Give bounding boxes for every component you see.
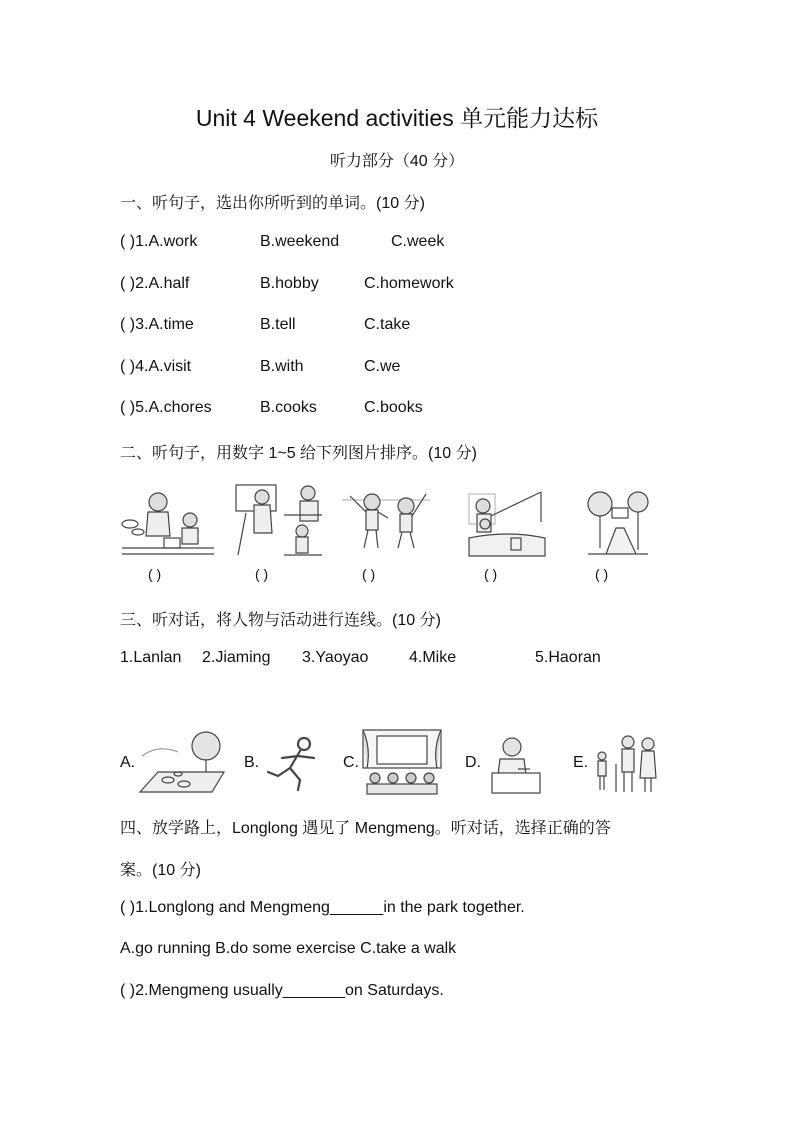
item-option-c: C.homework <box>364 275 454 292</box>
option-label-b: B. <box>244 754 260 771</box>
part4-heading: 四、放学路上，Longlong 遇见了 Mengmeng。听对话，选择正确的答 <box>120 820 611 837</box>
question-1: ( )1.Longlong and Mengmeng______in the park together. <box>120 899 525 916</box>
person-name[interactable]: 3.Yaoyao <box>302 649 369 666</box>
teacher-desk-picture[interactable] <box>488 735 544 795</box>
exercise-picture <box>342 488 430 550</box>
order-blank[interactable]: ( ) <box>362 566 376 582</box>
option-label-a: A. <box>120 754 136 771</box>
part2-heading: 二、听句子，用数字 1~5 给下列图片排序。(10 分) <box>120 445 477 462</box>
item-option-c: C.week <box>391 233 445 250</box>
question-2: ( )2.Mengmeng usually_______on Saturdays. <box>120 982 444 999</box>
item-option-b: B.hobby <box>260 275 319 292</box>
item-option-c: C.take <box>364 316 411 333</box>
item-option-a: ( )2.A.half <box>120 275 190 292</box>
item-option-a: ( )5.A.chores <box>120 399 212 416</box>
item-option-c: C.we <box>364 358 401 375</box>
item-option-b: B.with <box>260 358 304 375</box>
part1-heading: 一、听句子，选出你所听到的单词。(10 分) <box>120 195 425 212</box>
running-picture[interactable] <box>264 736 320 794</box>
cooking-picture <box>118 488 216 558</box>
option-label-e: E. <box>573 754 589 771</box>
chores-picture <box>234 483 324 558</box>
order-blank[interactable]: ( ) <box>484 566 498 582</box>
item-option-a: ( )4.A.visit <box>120 358 192 375</box>
option-label-c: C. <box>343 754 359 771</box>
page-title: Unit 4 Weekend activities 单元能力达标 <box>195 105 599 131</box>
person-name[interactable]: 1.Lanlan <box>120 649 182 666</box>
item-option-a: ( )1.A.work <box>120 233 198 250</box>
item-option-b: B.tell <box>260 316 296 333</box>
person-name[interactable]: 5.Haoran <box>535 649 601 666</box>
order-blank[interactable]: ( ) <box>595 566 609 582</box>
question-1-options: A.go running B.do some exercise C.take a walk <box>120 940 457 957</box>
cinema-picture[interactable] <box>361 728 443 796</box>
item-option-b: B.weekend <box>260 233 340 250</box>
page-subtitle: 听力部分（40 分） <box>329 153 465 170</box>
item-option-b: B.cooks <box>260 399 317 416</box>
person-name[interactable]: 4.Mike <box>409 649 457 666</box>
park-picture <box>586 488 650 558</box>
fishing-picture <box>467 490 547 560</box>
part4-heading-continued: 案。(10 分) <box>120 862 201 879</box>
grandparents-picture[interactable] <box>592 734 658 794</box>
order-blank[interactable]: ( ) <box>148 566 162 582</box>
person-name[interactable]: 2.Jiaming <box>202 649 271 666</box>
picnic-picture[interactable] <box>138 728 226 796</box>
option-label-d: D. <box>465 754 481 771</box>
part3-heading: 三、听对话，将人物与活动进行连线。(10 分) <box>120 612 441 629</box>
item-option-c: C.books <box>364 399 423 416</box>
item-option-a: ( )3.A.time <box>120 316 194 333</box>
order-blank[interactable]: ( ) <box>255 566 269 582</box>
